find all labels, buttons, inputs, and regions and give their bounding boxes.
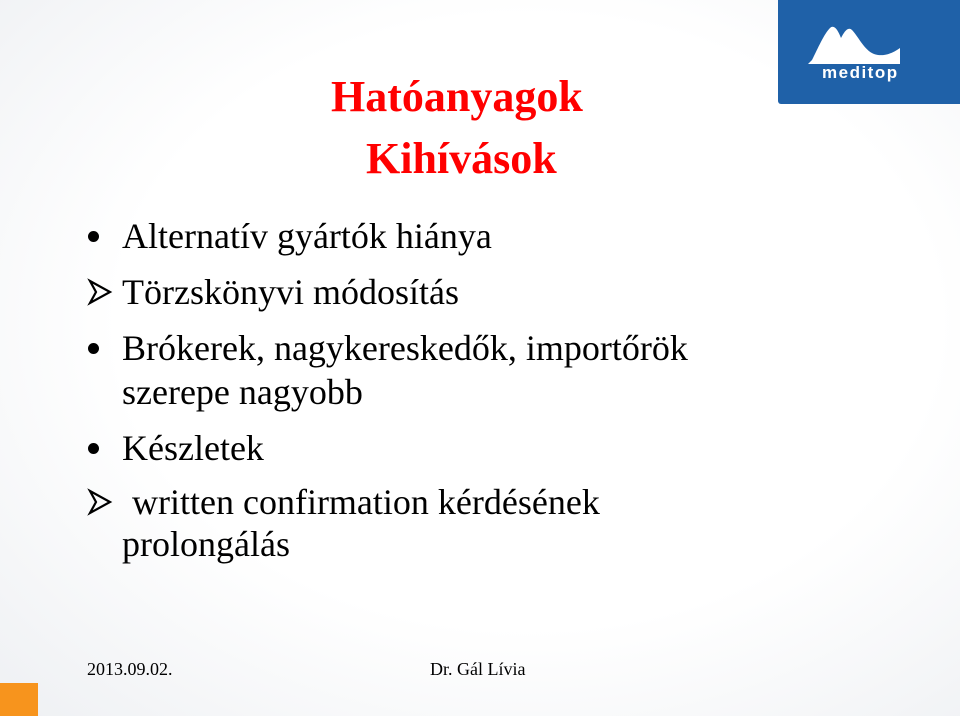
slide-subtitle: Kihívások — [366, 134, 557, 183]
list-item — [86, 430, 786, 466]
footer-date: 2013.09.02. — [87, 659, 173, 679]
bullet-icon — [88, 343, 99, 354]
list-item — [86, 218, 786, 254]
list-item-text: written confirmation kérdésének — [132, 482, 600, 522]
corner-accent — [0, 683, 38, 716]
logo-text: meditop — [822, 63, 899, 82]
list-item-text-continuation: prolongálás — [122, 524, 290, 564]
footer-author: Dr. Gál Lívia — [430, 659, 526, 679]
list-item-text: Törzskönyvi módosítás — [122, 272, 459, 312]
bullet-list — [86, 218, 786, 562]
mountain-wave-logo-icon — [808, 20, 902, 64]
arrow-bullet-icon — [86, 488, 114, 516]
list-item — [86, 330, 786, 410]
list-item-text: Alternatív gyártók hiánya — [122, 216, 492, 256]
list-item-text: Készletek — [122, 428, 264, 468]
list-item-text-continuation: szerepe nagyobb — [122, 372, 363, 412]
list-item — [86, 274, 786, 310]
bullet-icon — [88, 231, 99, 242]
arrow-bullet-icon — [86, 278, 114, 306]
list-item — [86, 484, 786, 562]
list-item-text: Brókerek, nagykereskedők, importőrök — [122, 328, 688, 368]
bullet-icon — [88, 443, 99, 454]
slide-title: Hatóanyagok — [331, 72, 583, 121]
